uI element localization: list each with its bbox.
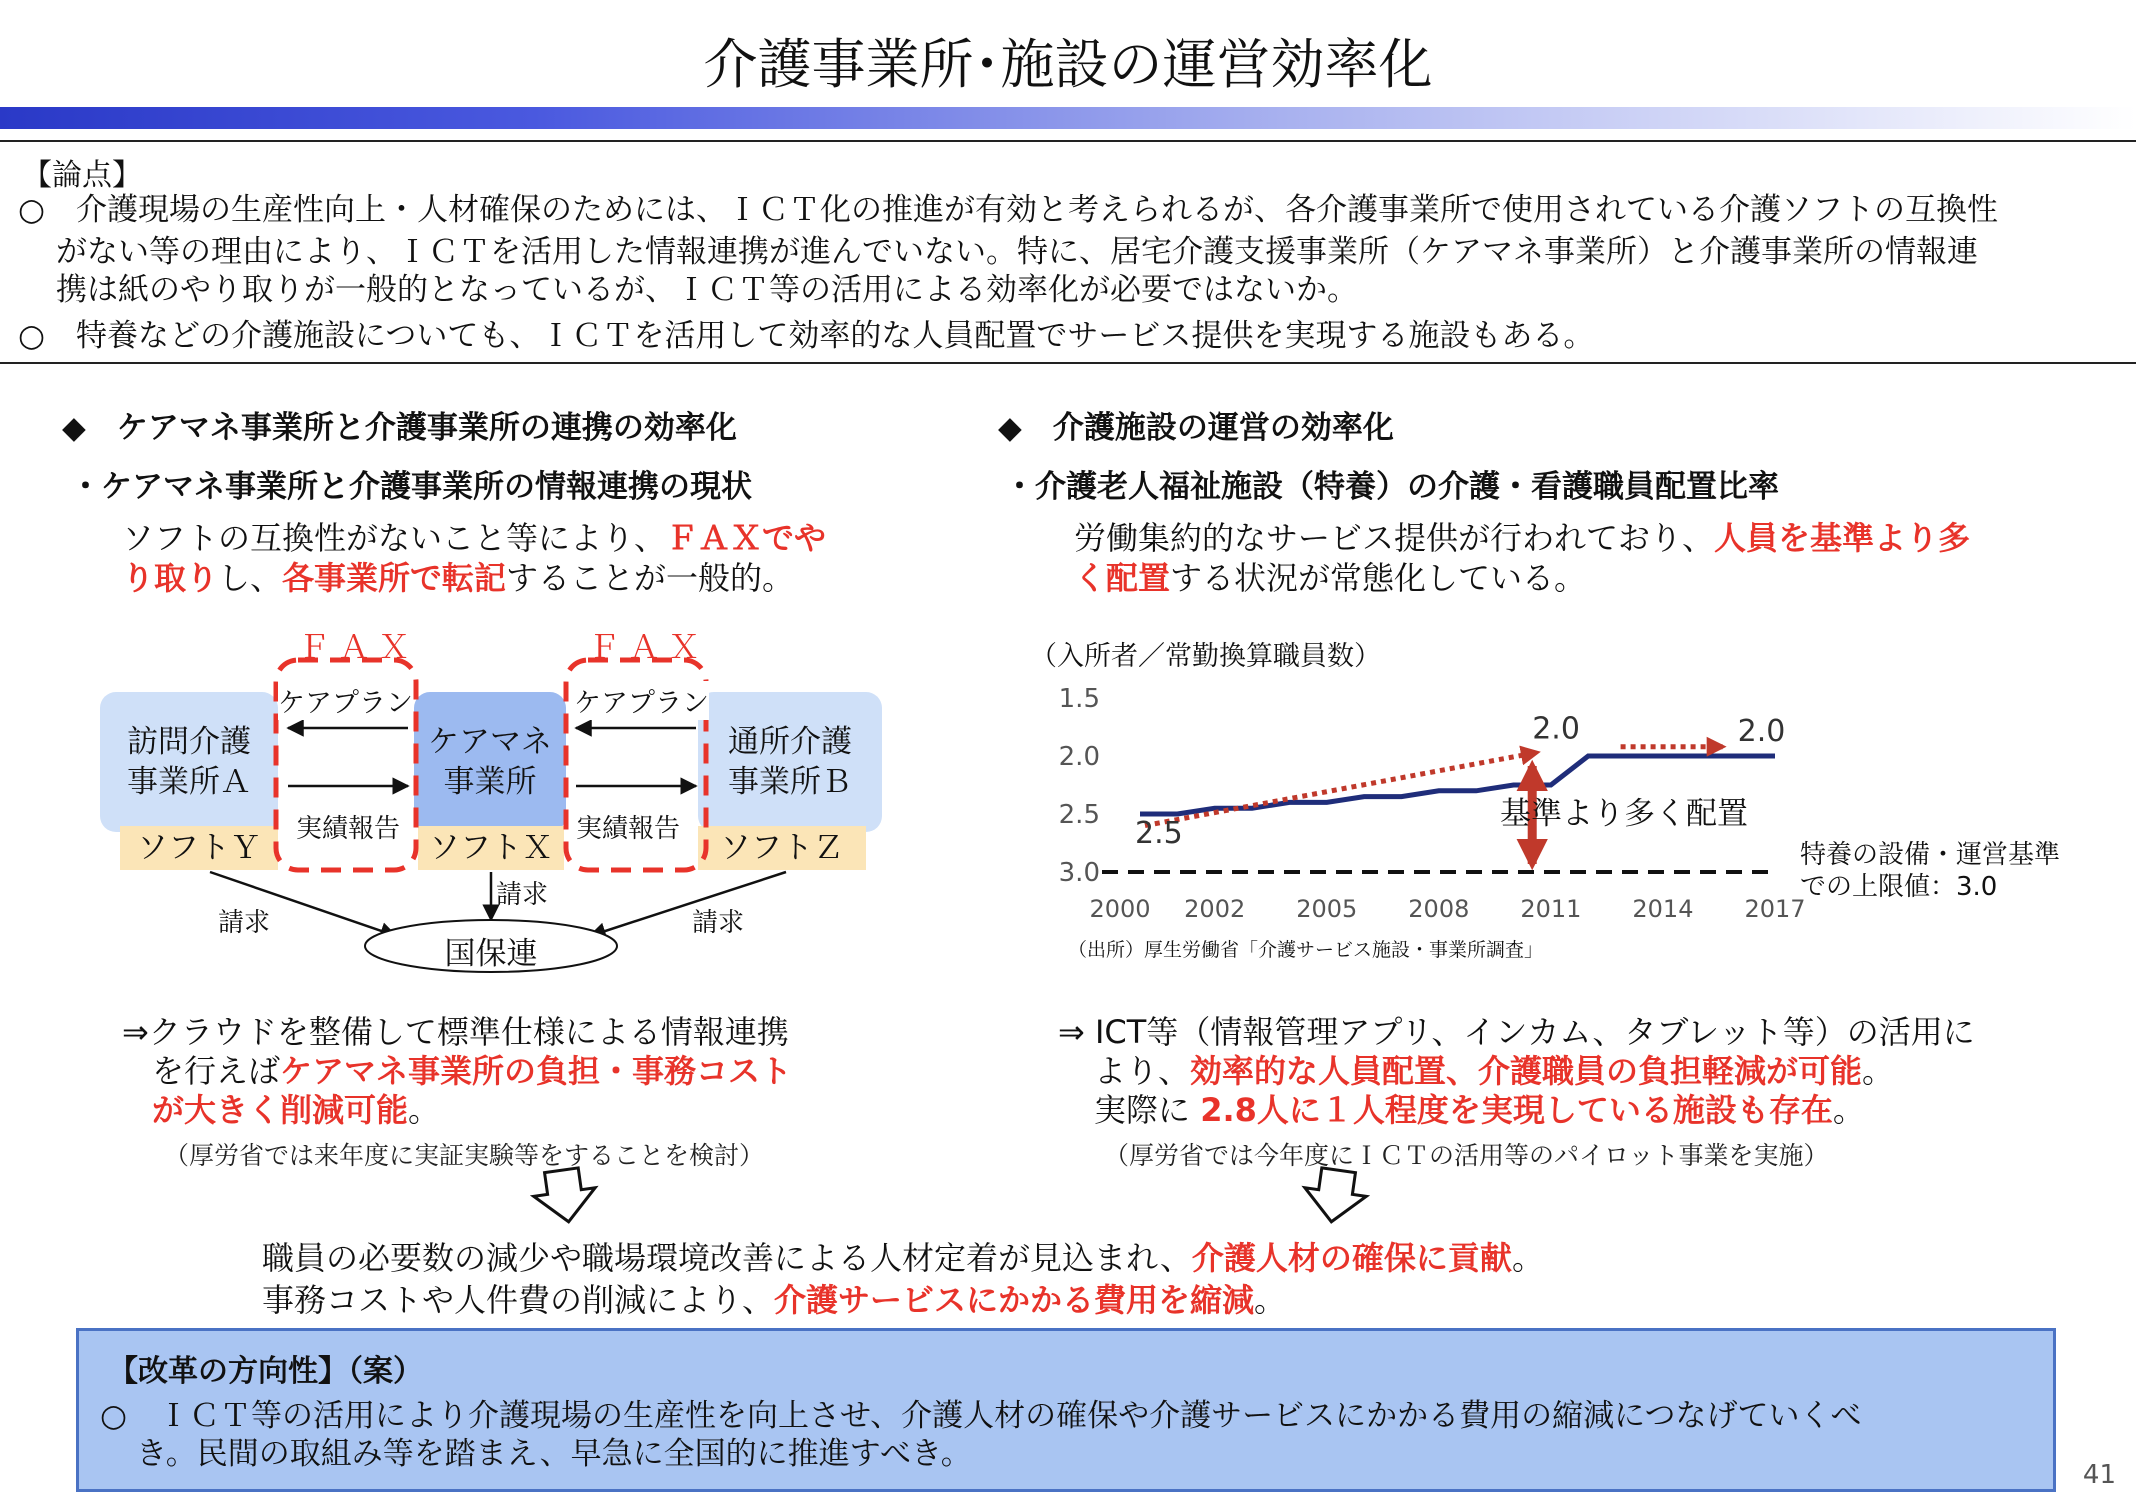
gap-label: 基準より多く配置 <box>1500 796 1748 832</box>
ronten-bullet-1-line-3: 携は紙のやり取りが一般的となっているが、ＩＣＴ等の活用による効率化が必要ではないか。 <box>56 272 1358 308</box>
report-label-2: 実績報告 <box>576 814 681 844</box>
left-result-line-1: ⇒クラウドを整備して標準仕様による情報連携 <box>122 1013 789 1051</box>
chart-y-label: （入所者／常勤換算職員数） <box>1030 641 1381 672</box>
x-tick-label: 2008 <box>1408 895 1470 923</box>
reform-line-2: き。民間の取組み等を踏まえ、早急に全国的に推進すべき。 <box>136 1436 972 1472</box>
x-tick-label: 2014 <box>1632 895 1694 923</box>
end-value-label: 2.0 <box>1737 713 1786 749</box>
right-desc-line-1: 労働集約的なサービス提供が行われており、人員を基準より多 <box>1074 519 1971 557</box>
office-b-label: 通所介護 事業所Ｂ <box>728 724 852 800</box>
claim-label-b: 請求 <box>692 908 745 938</box>
x-tick-label: 2005 <box>1296 895 1358 923</box>
right-note: （厚労省では今年度にＩＣＴの活用等のパイロット事業を実施） <box>1104 1141 1829 1170</box>
down-arrow-right-icon <box>1300 1166 1370 1226</box>
left-heading: ◆ ケアマネ事業所と介護事業所の連携の効率化 <box>62 410 737 446</box>
x-tick-label: 2002 <box>1184 895 1246 923</box>
right-result-line-2: より、効率的な人員配置、介護職員の負担軽減が可能。 <box>1094 1052 1895 1090</box>
x-tick-label: 2011 <box>1520 895 1582 923</box>
right-subheading: ・介護老人福祉施設（特養）の介護・看護職員配置比率 <box>1004 469 1779 505</box>
caremane-label: ケアマネ 事業所 <box>428 724 552 800</box>
page-number: 41 <box>2082 1460 2116 1490</box>
right-result-line-1: ⇒ ICT等（情報管理アプリ、インカム、タブレット等）の活用に <box>1058 1013 1975 1051</box>
ronten-bullet-1-line-2: がない等の理由により、ＩＣＴを活用した情報連携が進んでいない。特に、居宅介護支援事業所（ケアマネ事業所）と介護事業所の情報連 <box>56 234 1978 270</box>
peak-value-label: 2.0 <box>1532 711 1580 747</box>
claim-label-a: 請求 <box>218 908 271 938</box>
left-result-line-3: が大きく削減可能。 <box>152 1091 441 1129</box>
soft-y: ソフトＹ <box>120 826 278 870</box>
right-result-line-3: 実際に 2.8人に１人程度を実現している施設も存在。 <box>1094 1091 1865 1129</box>
fax-label-2: ＦＡＸ <box>588 628 709 666</box>
reform-line-1: ○ ＩＣＴ等の活用により介護現場の生産性を向上させ、介護人材の確保や介護サービスにかかる費用の縮減につなげていくべ <box>100 1398 1862 1434</box>
fax-label-1: ＦＡＸ <box>298 628 419 666</box>
reform-heading: 【改革の方向性】（案） <box>108 1354 423 1389</box>
claim-label-x: 請求 <box>496 880 549 910</box>
soft-x: ソフトＸ <box>418 826 564 870</box>
ronten-bullet-1-line-1: ○ 介護現場の生産性向上・人材確保のためには、ＩＣＴ化の推進が有効と考えられるが、各介護事業所で使用されている介護ソフトの互換性 <box>18 192 1999 228</box>
conclusion-line-1: 職員の必要数の減少や職場環境改善による人材定着が見込まれ、介護人材の確保に貢献。 <box>262 1239 1544 1277</box>
careplan-label-2: ケアプラン <box>574 681 709 720</box>
start-value-label: 2.5 <box>1135 816 1183 851</box>
page-title: 介護事業所･施設の運営効率化 <box>703 33 1433 96</box>
left-desc-line-2: り取りし、各事業所で転記することが一般的。 <box>122 559 795 597</box>
office-a-label: 訪問介護 事業所Ａ <box>127 724 251 800</box>
right-heading: ◆ 介護施設の運営の効率化 <box>998 410 1394 446</box>
chart-source: （出所）厚生労働省「介護サービス施設・事業所調査」 <box>1068 939 1544 961</box>
y-tick-label: 3.0 <box>1058 858 1100 888</box>
down-arrow-left-icon <box>530 1166 600 1226</box>
standard-note-line-2: での上限値：3.0 <box>1800 872 1998 902</box>
ronten-bullet-2: ○ 特養などの介護施設についても、ＩＣＴを活用して効率的な人員配置でサービス提供を実現する施設もある。 <box>18 318 1595 354</box>
y-tick-label: 2.5 <box>1058 800 1100 830</box>
careplan-label-1: ケアプラン <box>278 681 413 720</box>
left-desc-line-1: ソフトの互換性がないこと等により、ＦＡＸでや <box>122 519 827 557</box>
claim-arrow-b <box>590 872 786 936</box>
standard-note-line-1: 特養の設備・運営基準 <box>1800 840 2061 870</box>
x-tick-label: 2000 <box>1089 895 1151 923</box>
left-subheading: ・ケアマネ事業所と介護事業所の情報連携の現状 <box>70 469 752 505</box>
diagram-graphics <box>0 0 1000 1000</box>
left-result-line-2: を行えばケアマネ事業所の負担・事務コスト <box>152 1052 793 1090</box>
x-tick-label: 2017 <box>1744 895 1806 923</box>
ronten-label: 【論点】 <box>22 158 142 193</box>
left-note: （厚労省では来年度に実証実験等をすることを検討） <box>164 1141 765 1170</box>
kokuhoren-label: 国保連 <box>444 936 538 972</box>
conclusion-line-2: 事務コストや人件費の削減により、介護サービスにかかる費用を縮減。 <box>262 1281 1287 1319</box>
y-tick-label: 1.5 <box>1058 684 1100 714</box>
soft-z: ソフトＺ <box>698 826 866 870</box>
right-desc-line-2: く配置する状況が常態化している。 <box>1074 559 1587 597</box>
y-tick-label: 2.0 <box>1058 742 1100 772</box>
report-label-1: 実績報告 <box>296 814 401 844</box>
